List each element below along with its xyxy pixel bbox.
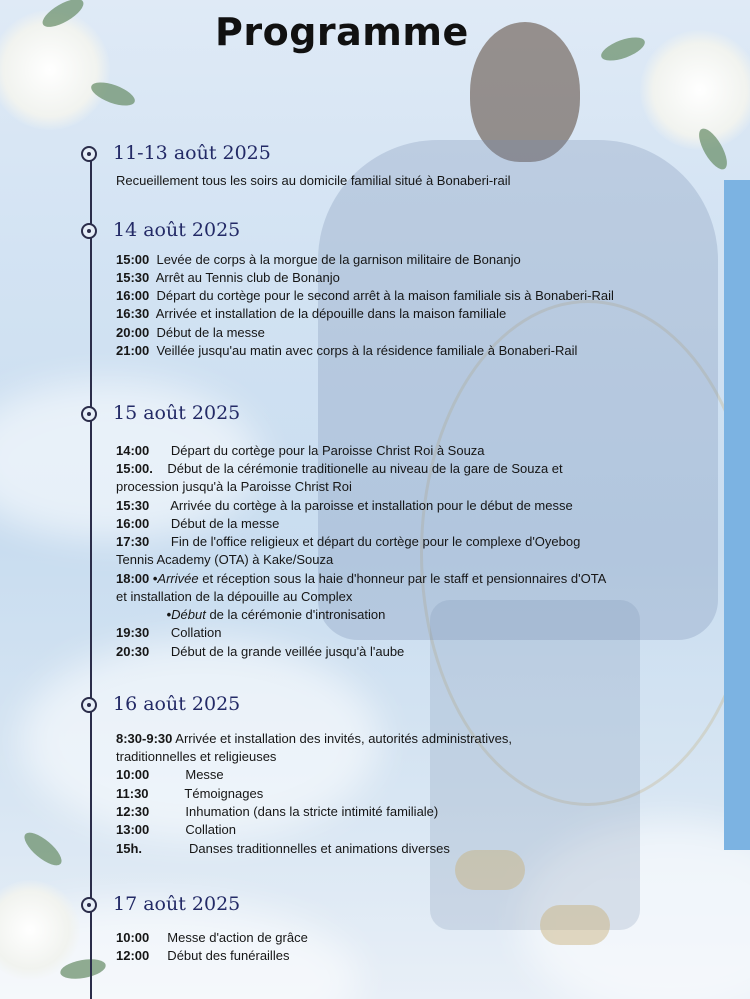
schedule-text: Recueillement tous les soirs au domicile familial situé à Bonaberi-rail: [116, 173, 511, 188]
schedule-line: [116, 625, 222, 640]
schedule-time: 16:30: [116, 306, 150, 321]
schedule-line: [116, 343, 577, 358]
bullet-icon: •: [116, 607, 172, 622]
schedule-line: [116, 786, 263, 801]
schedule-line: [116, 516, 279, 531]
schedule-time: 16:00: [116, 288, 150, 303]
schedule-text: Tennis Academy (OTA) à Kake/Souza: [116, 552, 334, 567]
day-date: 14 août 2025: [113, 219, 241, 241]
schedule-time: 15:00.: [116, 461, 153, 476]
schedule-line: [116, 822, 236, 837]
portrait-shoe-image: [455, 850, 525, 890]
schedule-text: Veillée jusqu'au matin avec corps à la résidence familiale à Bonaberi-Rail: [149, 343, 578, 358]
schedule-line: [116, 767, 224, 782]
day-date: 15 août 2025: [113, 402, 241, 424]
schedule-text: Arrêt au Tennis club de Bonanjo: [149, 270, 340, 285]
schedule-time: 10:00: [116, 767, 150, 782]
schedule-text: Arrivée et installation de la dépouille dans la maison familiale: [149, 306, 507, 321]
schedule-text: Arrivée et installation des invités, autorités administratives,: [172, 731, 512, 746]
schedule-time: 16:00: [116, 516, 150, 531]
schedule-line: [116, 306, 506, 321]
schedule-text: Collation: [149, 822, 236, 837]
schedule-text: Début de la cérémonie traditionelle au niveau de la gare de Souza et: [152, 461, 563, 476]
schedule-text: traditionnelles et religieuses: [116, 749, 277, 764]
day-date: 11-13 août 2025: [113, 142, 271, 164]
schedule-line: [116, 288, 614, 303]
schedule-text: Témoignages: [148, 786, 264, 801]
portrait-shoe-image: [540, 905, 610, 945]
schedule-text: Messe: [149, 767, 224, 782]
leaf-decoration: [598, 33, 647, 66]
schedule-time: 21:00: [116, 343, 150, 358]
schedule-line: [116, 325, 265, 340]
schedule-text: Levée de corps à la morgue de la garnison militaire de Bonanjo: [149, 252, 521, 267]
schedule-line: [116, 589, 352, 604]
timeline-dot: [81, 697, 97, 713]
schedule-line: [116, 607, 385, 622]
schedule-time: 15:30: [116, 270, 150, 285]
schedule-text: Fin de l'office religieux et départ du cortège pour le complexe d'Oyebog: [149, 534, 581, 549]
portrait-body-image: [318, 140, 718, 640]
schedule-time: 20:30: [116, 644, 150, 659]
schedule-line: [116, 173, 511, 188]
leaf-decoration: [20, 827, 67, 870]
schedule-line: [116, 571, 606, 586]
schedule-line: [116, 252, 521, 267]
schedule-text: Départ du cortège pour le second arrêt à la maison familiale sis à Bonaberi-Rail: [149, 288, 614, 303]
page-title: Programme: [215, 10, 469, 54]
day-date: 17 août 2025: [113, 893, 241, 915]
schedule-line: [116, 930, 308, 945]
schedule-line: [116, 948, 289, 963]
schedule-text: Début de la grande veillée jusqu'à l'aube: [149, 644, 405, 659]
day-date: 16 août 2025: [113, 693, 241, 715]
schedule-line: [116, 841, 450, 856]
schedule-time: 8:30-9:30: [116, 731, 173, 746]
schedule-text: Début de la messe: [149, 325, 265, 340]
bullet-icon: •: [149, 571, 158, 586]
schedule-time: 20:00: [116, 325, 150, 340]
schedule-emphasis: Début: [171, 607, 206, 622]
schedule-emphasis: Arrivée: [157, 571, 199, 586]
schedule-line: [116, 270, 340, 285]
schedule-text: Départ du cortège pour la Paroisse Christ Roi à Souza: [149, 443, 485, 458]
schedule-text: Début de la messe: [149, 516, 280, 531]
timeline-dot: [81, 223, 97, 239]
schedule-time: 15:00: [116, 252, 150, 267]
schedule-line: [116, 443, 485, 458]
schedule-time: 13:00: [116, 822, 150, 837]
schedule-line: [116, 552, 333, 567]
schedule-line: [116, 461, 563, 476]
schedule-text: et réception sous la haie d'honneur par le staff et pensionnaires d'OTA: [198, 571, 607, 586]
schedule-time: 19:30: [116, 625, 150, 640]
schedule-text: Danses traditionnelles et animations diverses: [142, 841, 450, 856]
flower-decoration: [640, 30, 750, 150]
right-accent-bar: [724, 180, 750, 850]
schedule-text: Début des funérailles: [149, 948, 290, 963]
schedule-text: et installation de la dépouille au Complex: [116, 589, 353, 604]
schedule-line: [116, 644, 404, 659]
schedule-text: procession jusqu'à la Paroisse Christ Roi: [116, 479, 352, 494]
schedule-line: [116, 534, 580, 549]
timeline-dot: [81, 406, 97, 422]
schedule-time: 18:00: [116, 571, 150, 586]
schedule-time: 17:30: [116, 534, 150, 549]
schedule-time: 10:00: [116, 930, 150, 945]
schedule-time: 12:00: [116, 948, 150, 963]
schedule-time: 15:30: [116, 498, 150, 513]
schedule-time: 14:00: [116, 443, 150, 458]
timeline-dot: [81, 897, 97, 913]
schedule-line: [116, 749, 276, 764]
schedule-line: [116, 731, 512, 746]
schedule-text: Arrivée du cortège à la paroisse et installation pour le début de messe: [149, 498, 573, 513]
flower-decoration: [0, 10, 110, 130]
schedule-text: Collation: [149, 625, 222, 640]
schedule-text: Inhumation (dans la stricte intimité familiale): [149, 804, 439, 819]
schedule-time: 15h.: [116, 841, 143, 856]
schedule-line: [116, 804, 438, 819]
timeline-line: [90, 150, 92, 999]
schedule-time: 12:30: [116, 804, 150, 819]
timeline-dot: [81, 146, 97, 162]
schedule-line: [116, 479, 352, 494]
schedule-text: de la cérémonie d'intronisation: [205, 607, 386, 622]
schedule-time: 11:30: [116, 786, 149, 801]
schedule-line: [116, 498, 573, 513]
schedule-text: Messe d'action de grâce: [149, 930, 308, 945]
